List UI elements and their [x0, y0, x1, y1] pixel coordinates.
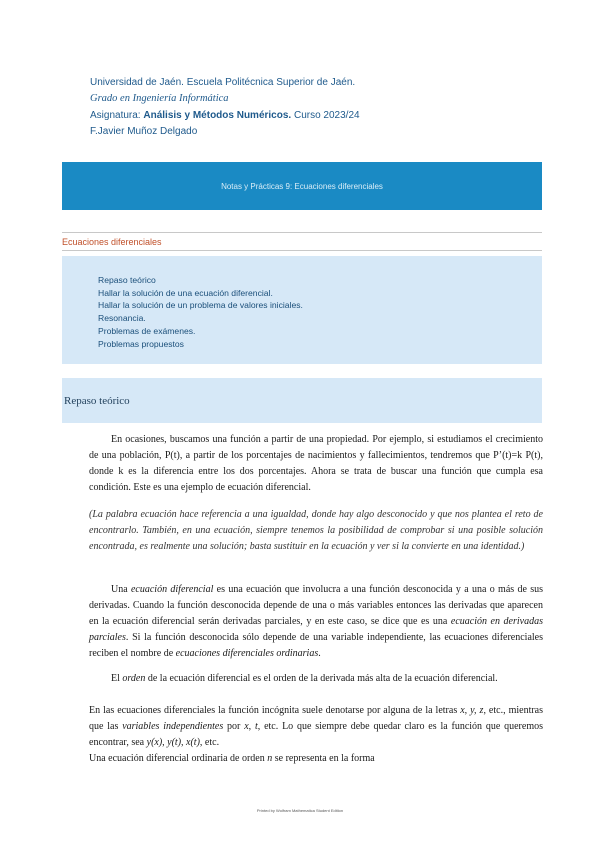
paragraph-notation: En las ecuaciones diferenciales la función incógnita suele denotarse por alguna de la letras x, y, z, etc., mientras que las variables independientes por x, t, etc. Lo que siempre debe quedar claro es la función que queremos encontrar, sea y(x), y(t), x(t), etc.	[89, 705, 544, 748]
term-ecuacion-diferencial: ecuación diferencial	[130, 584, 214, 595]
term-variables-independientes: variables independientes	[122, 721, 224, 732]
term-orden: orden	[122, 673, 146, 684]
degree-line	[90, 93, 229, 104]
paragraph-definition: Una ecuación diferencial es una ecuación que involucra a una función desconocida y a una o más de sus derivadas. Cuando la función desconocida depende de una o más variables entonces las derivadas que aparecen en la ecuación diferencial serán derivadas parciales, y en este caso, se dice que es una ecuación en derivadas parciales. Si la función desconocida sólo depende de una variable independiente, las ecuaciones diferenciales reciben el nombre de ecuaciones diferenciales ordinarias.	[89, 584, 544, 659]
toc-item-valores-iniciales[interactable]: Hallar la solución de un problema de valores iniciales.	[98, 300, 303, 311]
paragraph-note: (La palabra ecuación hace referencia a una igualdad, donde hay algo desconocido y que nos plantea el reto de encontrarlo. También, en una ecuación, siempre tenemos la posibilidad de comprobar si una posible solución encontrada, es realmente una solución; basta sustituir en la ecuación y ver si la convierte en una identidad.)	[89, 509, 543, 552]
banner-title: Notas y Prácticas 9: Ecuaciones diferenciales	[221, 181, 383, 191]
section-header	[62, 378, 542, 423]
toc-item-resonancia[interactable]: Resonancia.	[98, 313, 146, 324]
section-title: Repaso teórico	[64, 394, 130, 407]
subject-course: Curso 2023/24	[291, 110, 360, 121]
term-derivadas-parciales: ecuación en derivadas parciales	[89, 616, 543, 643]
paragraph-orden: El orden de la ecuación diferencial es el orden de la derivada más alta de la ecuación diferencial.	[111, 673, 498, 684]
divider-top	[62, 232, 542, 233]
subject-line	[90, 110, 360, 121]
toc-item-repaso[interactable]: Repaso teórico	[98, 275, 156, 285]
section-link-ecuaciones[interactable]: Ecuaciones diferenciales	[62, 237, 162, 247]
subject-name: Análisis y Métodos Numéricos.	[143, 110, 292, 121]
title-banner	[62, 162, 542, 210]
toc-item-solucion[interactable]: Hallar la solución de una ecuación diferencial.	[98, 287, 273, 298]
toc-item-examenes[interactable]: Problemas de exámenes.	[98, 325, 196, 336]
degree-name: Grado en Ingeniería Informática	[90, 93, 229, 104]
subject-label: Asignatura:	[90, 110, 144, 121]
university-line: Universidad de Jaén. Escuela Politécnica Superior de Jaén.	[90, 77, 356, 88]
footer-note: Printed by Wolfram Mathematica Student Edition	[256, 808, 344, 813]
paragraph-intro: En ocasiones, buscamos una función a partir de una propiedad. Por ejemplo, si estudiamos el crecimiento de una población, P(t), a partir de los porcentajes de nacimientos y fallecimientos, tendremos que P’(t)=k P(t), donde k es la diferencia entre los dos porcentajes. Ahora se trata de buscar una función que cumpla esa condición. Este es una ejemplo de ecuación diferencial.	[89, 434, 543, 493]
paragraph-orden-n: Una ecuación diferencial ordinaria de orden n se representa en la forma	[89, 753, 375, 764]
divider-bottom	[62, 250, 542, 251]
toc-item-propuestos[interactable]: Problemas propuestos	[98, 338, 184, 349]
term-ordinarias: ecuaciones diferenciales ordinarias	[175, 648, 319, 659]
table-of-contents	[62, 256, 542, 364]
author-line: F.Javier Muñoz Delgado	[90, 126, 198, 137]
